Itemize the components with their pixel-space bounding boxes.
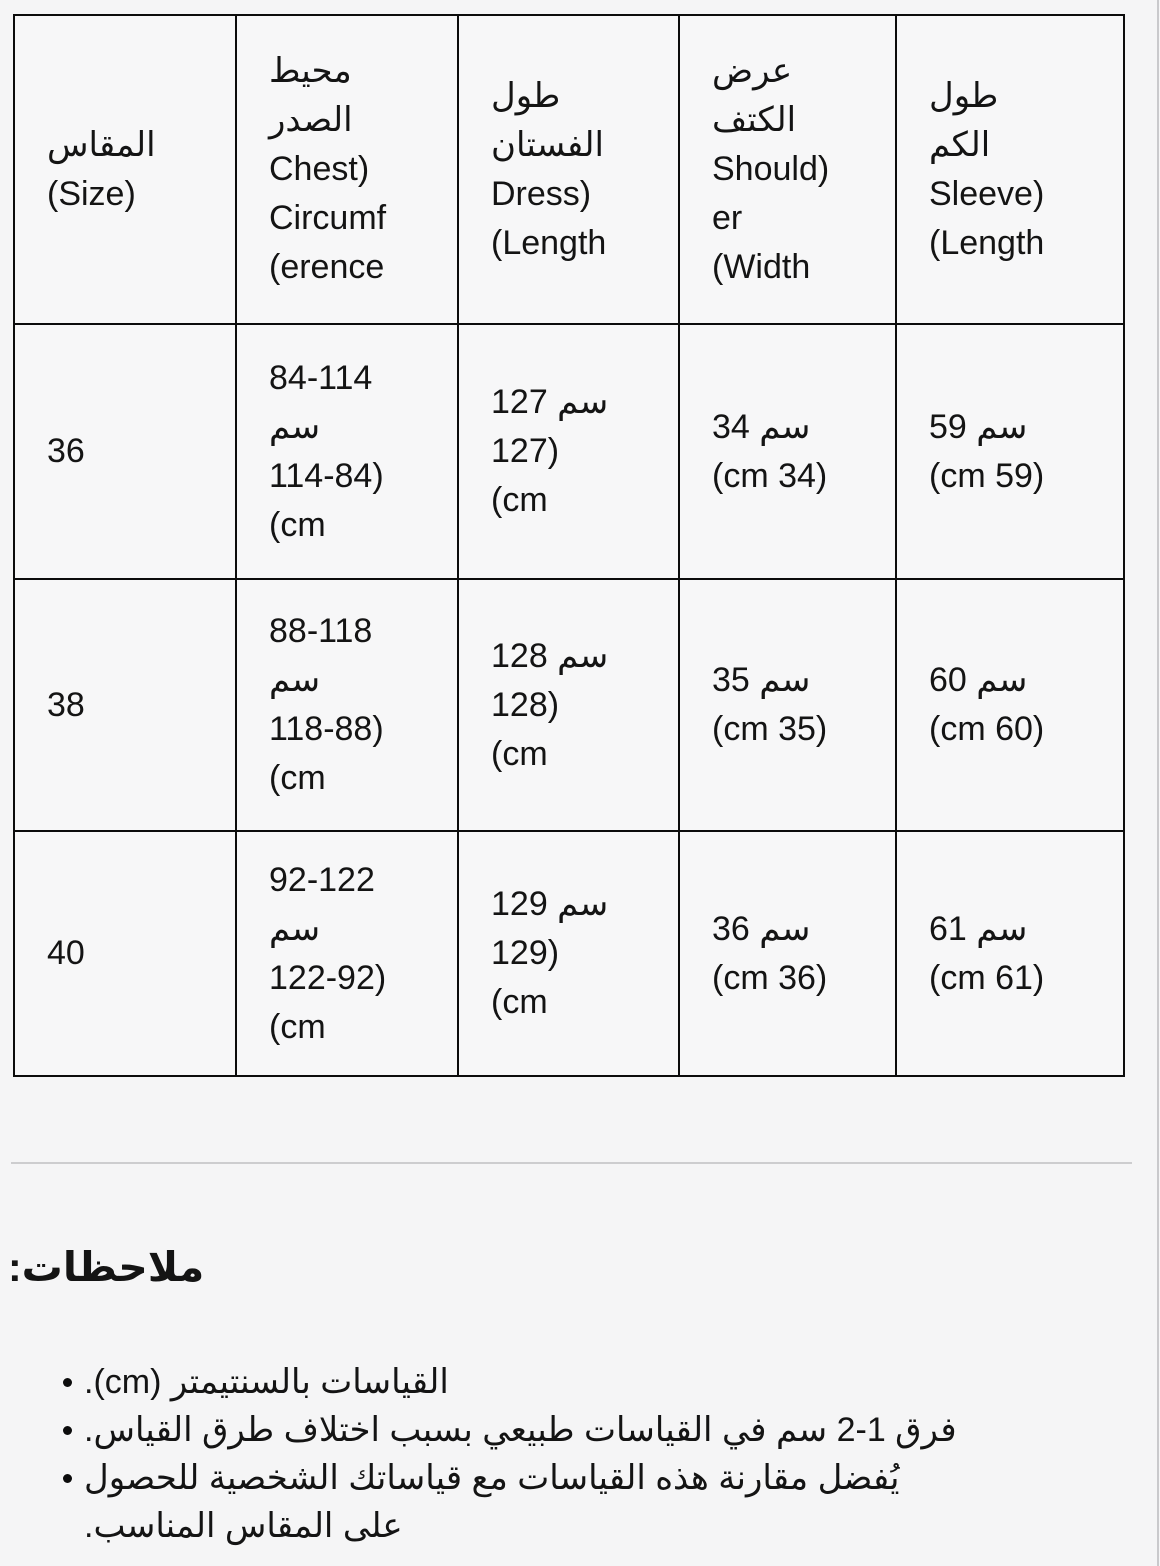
cell-line: طول — [491, 76, 561, 115]
cell-line: سم 128 — [491, 636, 609, 675]
cell-line: 122-92) — [269, 958, 387, 997]
cell-line: سم 61 — [929, 909, 1028, 948]
cell-line: (cm — [491, 983, 548, 1021]
cell-line: 127) — [491, 432, 560, 470]
cell-line: Should) — [712, 150, 830, 188]
cell-line: المقاس — [47, 125, 156, 164]
cell-line: (cm 60) — [929, 710, 1045, 748]
cell-size — [14, 579, 236, 831]
cell-shoulder-width — [679, 324, 896, 579]
cell-line: سم — [269, 909, 321, 948]
cell-line: Sleeve) — [929, 174, 1045, 213]
note-text: القياسات بالسنتيمتر (cm). — [84, 1363, 449, 1401]
cell-line: سم 35 — [712, 661, 811, 699]
cell-line: 128) — [491, 685, 560, 724]
cell-line: (erence — [269, 248, 385, 286]
cell-shoulder-width — [679, 831, 896, 1076]
cell-line: 40 — [47, 934, 85, 972]
cell-line: سم — [269, 407, 321, 446]
cell-line: 129) — [491, 934, 560, 972]
cell-line: محيط — [269, 52, 352, 90]
cell-line: (Length — [929, 223, 1045, 262]
header-cell-size — [14, 15, 236, 324]
cell-line: سم 60 — [929, 661, 1028, 699]
cell-line: (cm — [491, 734, 548, 773]
cell-shoulder-width — [679, 579, 896, 831]
cell-line: سم 34 — [712, 407, 811, 446]
size-table-body — [14, 15, 1124, 1076]
cell-dress-length — [458, 831, 679, 1076]
notes-heading: ملاحظات: — [8, 1244, 205, 1290]
cell-sleeve-length — [896, 579, 1124, 831]
cell-line: 36 — [47, 432, 85, 470]
cell-line: Dress) — [491, 174, 592, 213]
note-text: فرق 1-2 سم في القياسات طبيعي بسبب اختلاف طرق القياس. — [84, 1411, 957, 1449]
note-item — [0, 1454, 1136, 1550]
cell-line: سم 129 — [491, 885, 609, 923]
note-item — [0, 1406, 1136, 1454]
cell-line: 114-84) — [269, 456, 384, 495]
cell-line: (Size) — [47, 174, 136, 213]
cell-line: (cm — [269, 1007, 326, 1046]
cell-size — [14, 831, 236, 1076]
cell-line: (cm 35) — [712, 710, 828, 748]
scrollbar[interactable] — [1157, 0, 1159, 1566]
table-row — [14, 324, 1124, 579]
cell-line: (cm — [491, 481, 548, 519]
section-divider — [11, 1162, 1132, 1164]
cell-dress-length — [458, 324, 679, 579]
cell-line: سم 127 — [491, 383, 609, 421]
cell-line: الصدر — [269, 101, 353, 139]
table-row — [14, 831, 1124, 1076]
cell-sleeve-length — [896, 324, 1124, 579]
cell-line: طول — [929, 76, 999, 115]
size-table — [13, 14, 1125, 1077]
bullet-icon — [63, 1378, 72, 1387]
cell-line: (Width — [712, 248, 811, 286]
cell-line: er — [712, 199, 743, 237]
cell-chest — [236, 831, 458, 1076]
cell-sleeve-length — [896, 831, 1124, 1076]
cell-chest — [236, 324, 458, 579]
header-cell-chest — [236, 15, 458, 324]
header-cell-shoulder-width — [679, 15, 896, 324]
cell-line: (cm — [269, 505, 326, 544]
cell-size — [14, 324, 236, 579]
table-header-row — [14, 15, 1124, 324]
cell-line: 38 — [47, 685, 85, 724]
note-text: على المقاس المناسب. — [84, 1507, 403, 1545]
cell-chest — [236, 579, 458, 831]
cell-line: الفستان — [491, 125, 604, 164]
note-text: يُفضل مقارنة هذه القياسات مع قياساتك الشخصية للحصول — [84, 1459, 900, 1497]
cell-line: (cm — [269, 759, 326, 797]
cell-line: سم 59 — [929, 407, 1028, 446]
cell-line: Chest) — [269, 150, 370, 188]
header-cell-sleeve-length — [896, 15, 1124, 324]
note-item — [0, 1358, 1136, 1406]
cell-line: 118-88) — [269, 710, 384, 748]
header-cell-dress-length — [458, 15, 679, 324]
cell-line: (Length — [491, 223, 607, 262]
cell-dress-length — [458, 579, 679, 831]
cell-line: سم 36 — [712, 909, 811, 948]
bullet-icon — [63, 1426, 72, 1435]
cell-line: عرض — [712, 52, 793, 90]
cell-line: (cm 61) — [929, 958, 1045, 997]
cell-line: (cm 36) — [712, 958, 828, 997]
notes-list — [0, 1358, 1136, 1550]
cell-line: الكتف — [712, 101, 797, 139]
bullet-icon — [63, 1474, 72, 1483]
cell-line: Circumf — [269, 199, 387, 237]
cell-line: الكم — [929, 125, 991, 164]
cell-line: (cm 59) — [929, 456, 1045, 495]
cell-line: 92-122 — [269, 860, 375, 899]
table-row — [14, 579, 1124, 831]
cell-line: (cm 34) — [712, 456, 828, 495]
cell-line: سم — [269, 661, 321, 699]
cell-line: 88-118 — [269, 612, 373, 650]
cell-line: 84-114 — [269, 358, 373, 397]
